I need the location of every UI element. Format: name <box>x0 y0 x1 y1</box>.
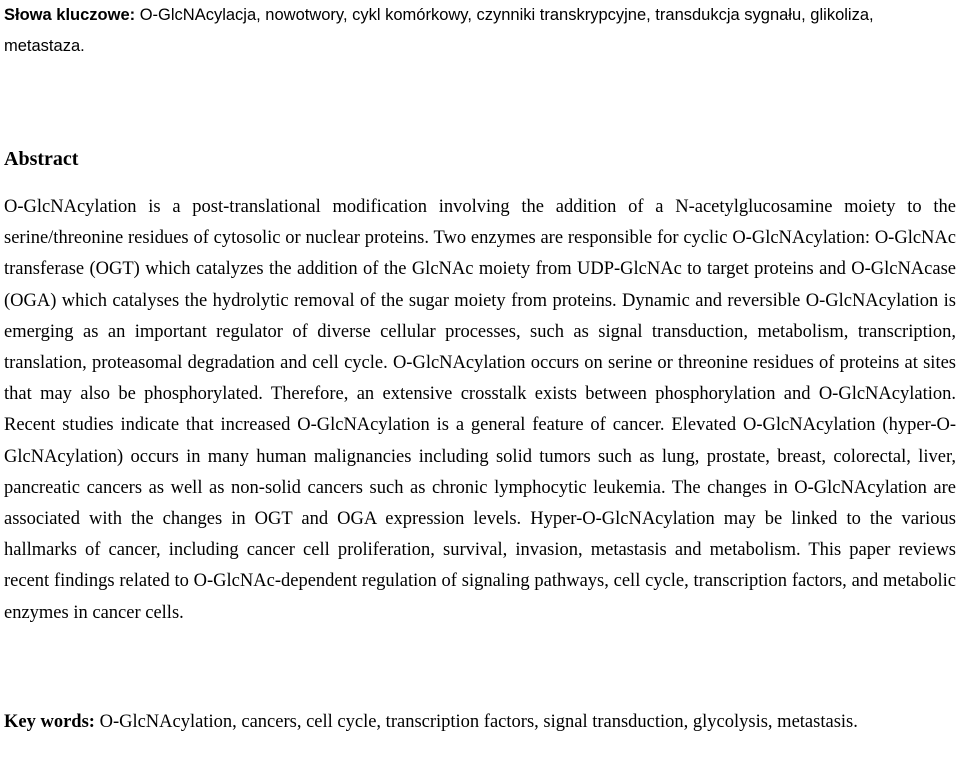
polish-keywords-text: O-GlcNAcylacja, nowotwory, cykl komórkowy, czynniki transkrypcyjne, transdukcja sygnału, glikoliza, metastaza. <box>4 6 874 55</box>
paper-page <box>4 0 956 732</box>
english-keywords-text: O-GlcNAcylation, cancers, cell cycle, transcription factors, signal transduction, glycolysis, metastasis. <box>94 712 858 732</box>
english-keywords-label: Key words: <box>4 712 95 732</box>
polish-keywords-label: Słowa kluczowe: <box>4 6 136 24</box>
abstract-body: O-GlcNAcylation is a post-translational modification involving the addition of a N-acetylglucosamine moiety to the serine/threonine residues of cytosolic or nuclear proteins. Two enzymes are responsible for cyclic O-GlcNAcylation: O-GlcNAc transferase (OGT) which catalyzes the addition of the GlcNAc moiety from UDP-GlcNAc to target proteins and O-GlcNAcase (OGA) which catalyses the hydrolytic removal of the sugar moiety from proteins. Dynamic and reversible O-GlcNAcylation is emerging as an important regulator of diverse cellular processes, such as signal transduction, metabolism, transcription, translation, proteasomal degradation and cell cycle. O-GlcNAcylation occurs on serine or threonine residues of proteins at sites that may also be phosphorylated. Therefore, an extensive crosstalk exists between phosphorylation and O-GlcNAcylation. Recent studies indicate that increased O-GlcNAcylation is a general feature of cancer. Elevated O-GlcNAcylation (hyper-O-GlcNAcylation) occurs in many human malignancies including solid tumors such as lung, prostate, breast, colorectal, liver, pancreatic cancers as well as non-solid cancers such as chronic lymphocytic leukemia. The changes in O-GlcNAcylation are associated with the changes in OGT and OGA expression levels. Hyper-O-GlcNAcylation may be linked to the various hallmarks of cancer, including cancer cell proliferation, survival, invasion, metastasis and metabolism. This paper reviews recent findings related to O-GlcNAc-dependent regulation of signaling pathways, cell cycle, transcription factors, and metabolic enzymes in cancer cells. <box>4 197 956 623</box>
english-keywords <box>4 708 956 736</box>
polish-keywords <box>4 0 956 62</box>
abstract-heading: Abstract <box>4 148 79 170</box>
